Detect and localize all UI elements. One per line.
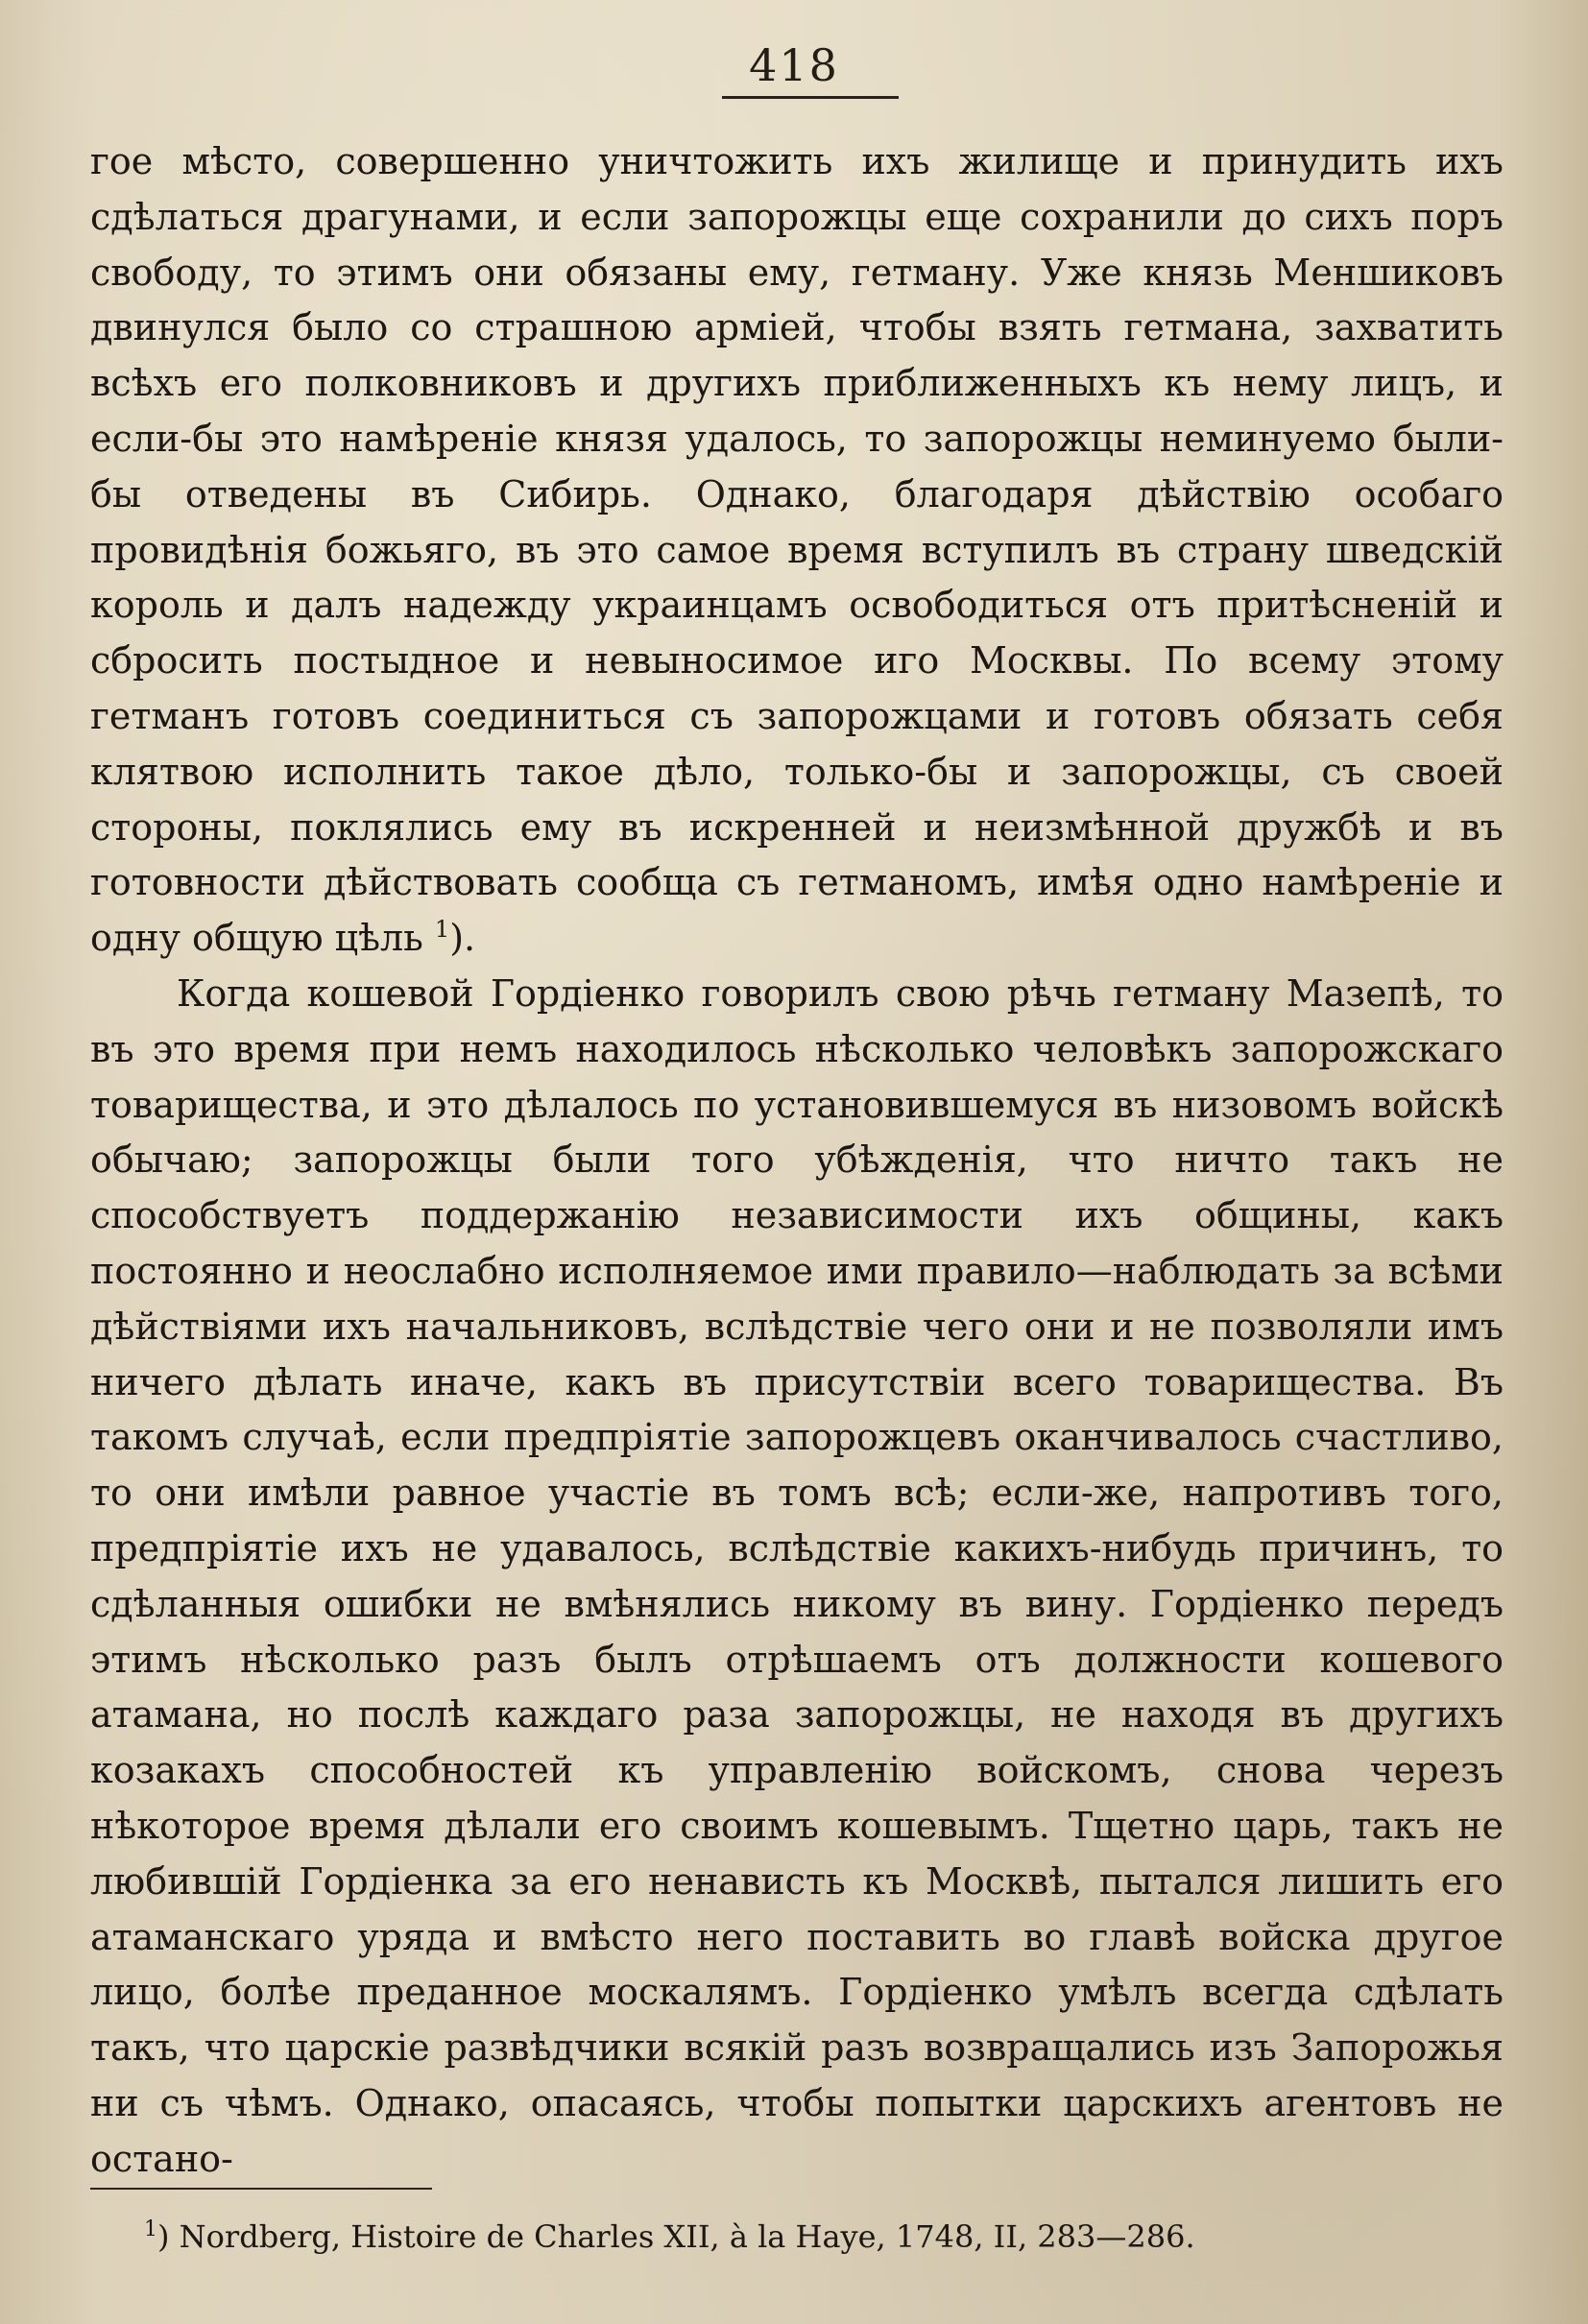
paragraph-1-text: гое мѣсто, совершенно уничтожить ихъ жилище и принудить ихъ сдѣлаться драгунами, и если запорожцы еще сохранили до сихъ поръ свободу, то этимъ они обязаны ему, гетману. Уже князь Меншиковъ двинулся было со страшною арміей, чтобы взять гетмана, захватить всѣхъ его полковниковъ и другихъ приближенныхъ къ нему лицъ, и если-бы это намѣреніе князя удалось, то запорожцы неминуемо были-бы отведены въ Сибирь. Однако, благодаря дѣйствію особаго провидѣнія божьяго, въ это самое время вступилъ въ страну шведскій король и далъ надежду украинцамъ освободиться отъ притѣсненій и сбросить постыдное и невыносимое иго Москвы. По всему этому гетманъ готовъ соединиться съ запорожцами и готовъ обязать себя клятвою исполнить такое дѣло, только-бы и запорожцы, съ своей стороны, поклялись ему въ искренней и неизмѣнной дружбѣ и въ готовности дѣйствовать сообща съ гетманомъ, имѣя одно намѣреніе и одну общую цѣль: [90, 140, 1504, 960]
page-number: 418: [749, 39, 839, 91]
paragraph-2-text: Когда кошевой Гордіенко говорилъ свою рѣчь гетману Мазепѣ, то въ это время при немъ находилось нѣсколько человѣкъ запорожскаго товарищества, и это дѣлалось по установившемуся въ низовомъ войскѣ обычаю; запорожцы были того убѣжденія, что ничто такъ не способствуетъ поддержанію независимости ихъ общины, какъ постоянно и неослабно исполняемое ими правило—наблюдать за всѣми дѣйствіями ихъ начальниковъ, вслѣдствіе чего они и не позволяли имъ ничего дѣлать иначе, какъ въ присутствіи всего товарищества. Въ такомъ случаѣ, если предпріятіе запорожцевъ оканчивалось счастливо, то они имѣли равное участіе въ томъ всѣ; если-же, напротивъ того, предпріятіе ихъ не удавалось, вслѣдствіе какихъ-нибудь причинъ, то сдѣланныя ошибки не вмѣнялись никому въ вину. Гордіенко передъ этимъ нѣсколько разъ былъ отрѣшаемъ отъ должности кошевого атамана, но послѣ каждаго раза запорожцы, не находя въ другихъ козакахъ способностей къ управленію войскомъ, снова черезъ нѣкоторое время дѣлали его своимъ кошевымъ. Тщетно царь, такъ не любившій Гордіенка за его ненависть къ Москвѣ, пытался лишить его атаманскаго уряда и вмѣсто него поставить во главѣ войска другое лицо, болѣе преданное москалямъ. Гордіенко умѣлъ всегда сдѣлать такъ, что царскіе развѣдчики всякій разъ возвращались изъ Запорожья ни съ чѣмъ. Однако, опасаясь, чтобы попытки царскихъ агентовъ не остано-: [90, 971, 1504, 2180]
header-rule: [722, 96, 899, 99]
footnote-mark: 1: [144, 2217, 157, 2241]
footnote-1: [144, 2216, 1507, 2258]
footnote-reference: 1: [434, 916, 450, 944]
body-text: [90, 134, 1504, 2187]
paragraph-1-tail: ).: [449, 917, 476, 960]
footnote-rule: [90, 2188, 432, 2190]
paragraph-2: [90, 967, 1504, 2188]
paragraph-1: [90, 134, 1504, 967]
footnote-text: ) Nordberg, Histoire de Charles XII, à la Haye, 1748, II, 283—286.: [157, 2218, 1195, 2255]
